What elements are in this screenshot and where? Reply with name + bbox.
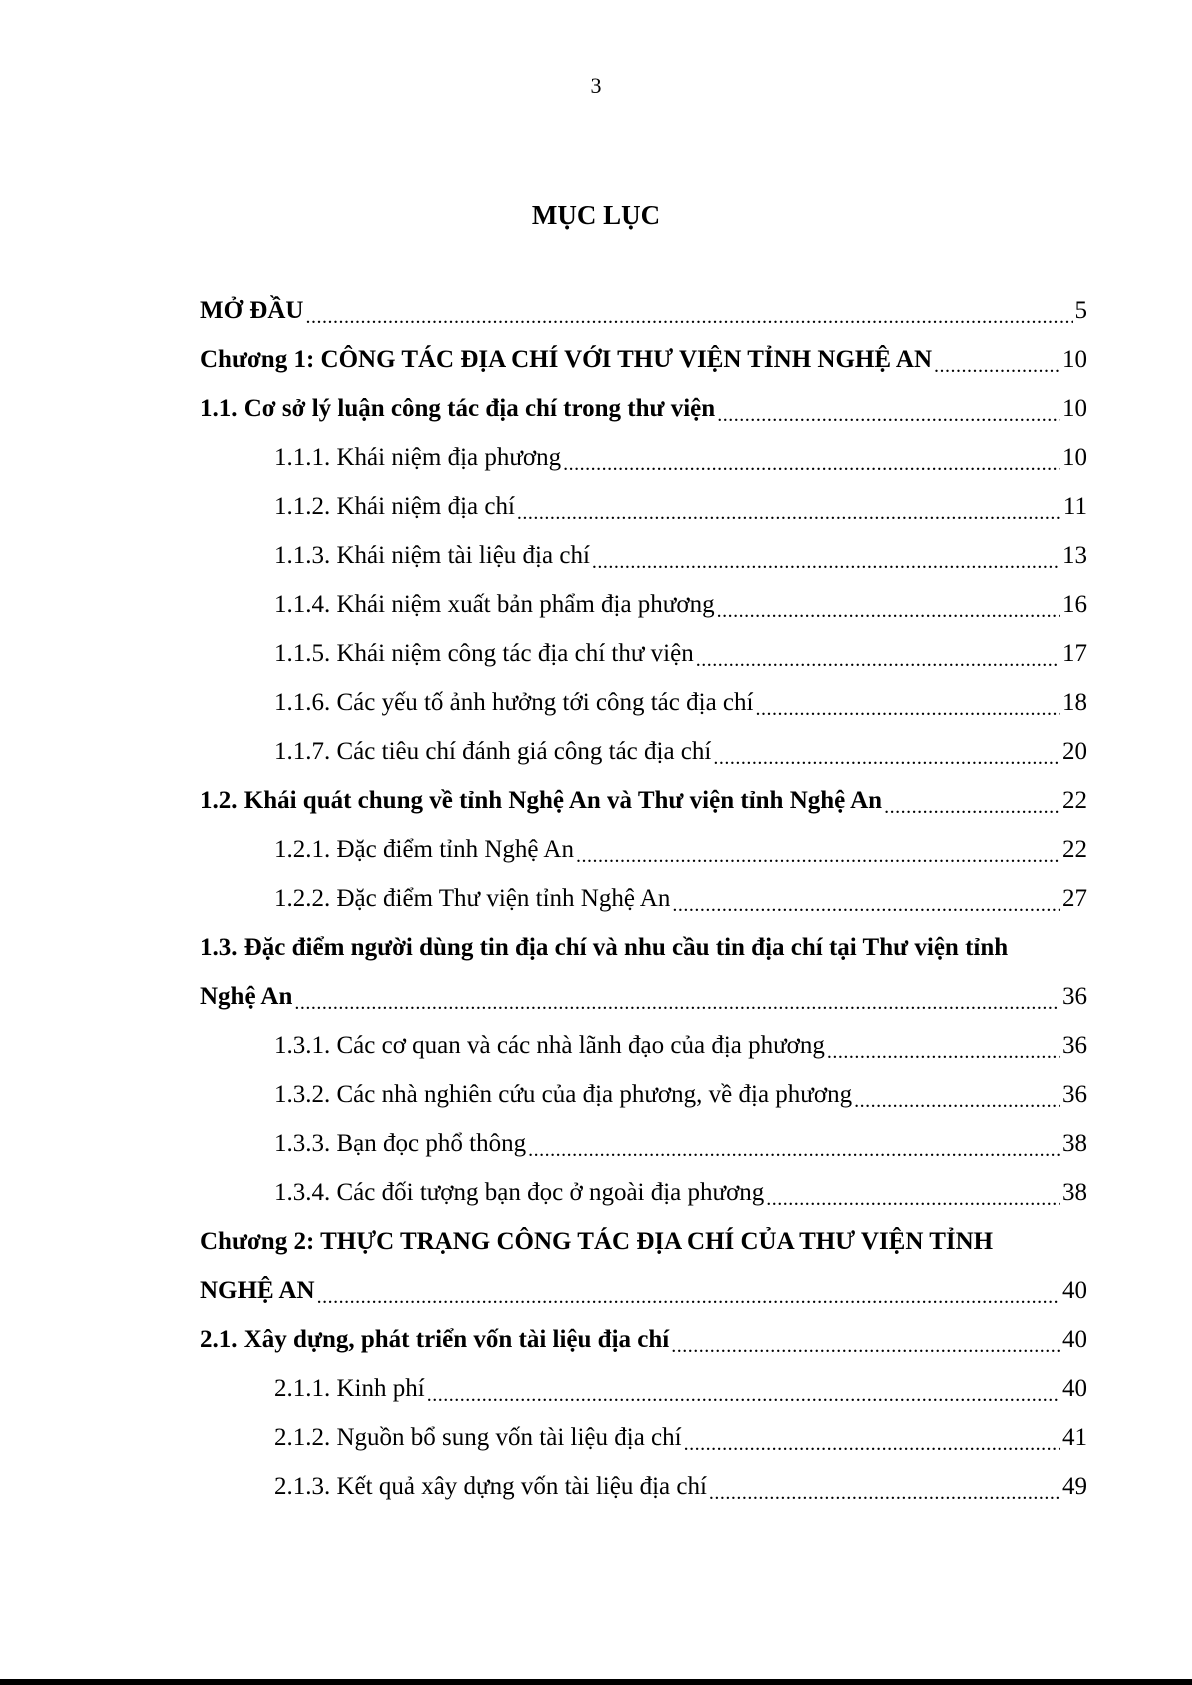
toc-entry-page-number: 5: [1074, 296, 1087, 324]
toc-entry-label: 1.1.7. Các tiêu chí đánh giá công tác địa chí: [274, 737, 712, 765]
toc-entry-page-number: 10: [1062, 394, 1087, 422]
page-number: 3: [590, 73, 602, 98]
toc-entry-label: 1.1.5. Khái niệm công tác địa chí thư viện: [274, 639, 694, 667]
toc-entry-label: MỞ ĐẦU: [200, 296, 304, 324]
toc-entry-page-number: 40: [1062, 1374, 1087, 1402]
toc-leader-dots: [709, 1475, 1060, 1510]
toc-entry-label: 2.1. Xây dựng, phát triển vốn tài liệu địa chí: [200, 1325, 670, 1353]
toc-subsection-entry[interactable]: [200, 678, 1087, 727]
toc-leader-dots: [671, 1328, 1060, 1363]
bottom-edge-rule: [0, 1679, 1192, 1685]
toc-entry-label: 1.2. Khái quát chung về tỉnh Nghệ An và Thư viện tỉnh Nghệ An: [200, 786, 883, 814]
toc-subsection-entry[interactable]: [200, 482, 1087, 531]
toc-entry-label: 1.3.1. Các cơ quan và các nhà lãnh đạo của địa phương: [274, 1031, 825, 1059]
toc-entry-page-number: 22: [1062, 786, 1087, 814]
toc-entry-page-number: 13: [1062, 541, 1087, 569]
toc-entry-label: 1.1.6. Các yếu tố ảnh hưởng tới công tác địa chí: [274, 688, 754, 716]
toc-entry-label: 2.1.2. Nguồn bổ sung vốn tài liệu địa chí: [274, 1423, 682, 1451]
toc-subsection-entry[interactable]: [200, 580, 1087, 629]
toc-subsection-entry[interactable]: [200, 1070, 1087, 1119]
toc-entry-label: Nghệ An: [200, 982, 293, 1010]
toc-subsection-entry[interactable]: [200, 727, 1087, 776]
toc-leader-dots: [717, 593, 1060, 628]
toc-section-entry[interactable]: [200, 1315, 1087, 1364]
toc-entry-label: 1.3.2. Các nhà nghiên cứu của địa phương, về địa phương: [274, 1080, 853, 1108]
table-of-contents: [200, 286, 1087, 1511]
toc-subsection-entry[interactable]: [200, 1119, 1087, 1168]
toc-section-entry[interactable]: [200, 384, 1087, 433]
toc-entry-page-number: 40: [1062, 1325, 1087, 1353]
toc-section-entry[interactable]: [200, 776, 1087, 825]
toc-entry-label: 1.2.1. Đặc điểm tỉnh Nghệ An: [274, 835, 574, 863]
toc-leader-dots: [854, 1083, 1060, 1118]
toc-leader-dots: [684, 1426, 1060, 1461]
toc-entry-label: 1.1. Cơ sở lý luận công tác địa chí trong thư viện: [200, 394, 716, 422]
page-title: MỤC LỤC: [531, 200, 661, 230]
toc-subsection-entry[interactable]: [200, 1364, 1087, 1413]
toc-leader-dots: [884, 789, 1060, 824]
toc-entry-page-number: 36: [1062, 982, 1087, 1010]
toc-section-entry[interactable]: [200, 286, 1087, 335]
toc-leader-dots: [528, 1132, 1060, 1167]
toc-entry-label: 1.3.3. Bạn đọc phổ thông: [274, 1129, 527, 1157]
toc-leader-dots: [317, 1279, 1060, 1314]
toc-section-entry[interactable]: [200, 923, 1087, 972]
toc-entry-page-number: 36: [1062, 1031, 1087, 1059]
toc-subsection-entry[interactable]: [200, 1413, 1087, 1462]
toc-leader-dots: [592, 544, 1060, 579]
toc-entry-page-number: 36: [1062, 1080, 1087, 1108]
toc-entry-page-number: 11: [1062, 492, 1087, 520]
toc-leader-dots: [294, 985, 1060, 1020]
toc-entry-label: Chương 1: CÔNG TÁC ĐỊA CHÍ VỚI THƯ VIỆN TỈNH NGHỆ AN: [200, 345, 933, 373]
toc-entry-page-number: 10: [1062, 443, 1087, 471]
toc-entry-page-number: 10: [1062, 345, 1087, 373]
toc-entry-page-number: 49: [1062, 1472, 1087, 1500]
toc-entry-label: NGHỆ AN: [200, 1276, 315, 1304]
toc-leader-dots: [305, 299, 1072, 334]
toc-subsection-entry[interactable]: [200, 629, 1087, 678]
toc-section-entry[interactable]: [200, 972, 1087, 1021]
toc-leader-dots: [517, 495, 1061, 530]
toc-entry-page-number: 40: [1062, 1276, 1087, 1304]
toc-section-entry[interactable]: [200, 1217, 1087, 1266]
toc-entry-page-number: 20: [1062, 737, 1087, 765]
toc-entry-page-number: 38: [1062, 1129, 1087, 1157]
toc-entry-page-number: 18: [1062, 688, 1087, 716]
toc-entry-label: 1.1.4. Khái niệm xuất bản phẩm địa phương: [274, 590, 715, 618]
toc-subsection-entry[interactable]: [200, 433, 1087, 482]
toc-entry-label: 1.1.1. Khái niệm địa phương: [274, 443, 562, 471]
toc-entry-page-number: 16: [1062, 590, 1087, 618]
toc-leader-dots: [934, 348, 1060, 383]
toc-entry-page-number: 38: [1062, 1178, 1087, 1206]
toc-leader-dots: [755, 691, 1060, 726]
toc-leader-dots: [696, 642, 1060, 677]
toc-leader-dots: [672, 887, 1060, 922]
toc-entry-label: 1.1.2. Khái niệm địa chí: [274, 492, 515, 520]
toc-entry-label: 2.1.1. Kinh phí: [274, 1374, 425, 1402]
toc-entry-page-number: 17: [1062, 639, 1087, 667]
toc-subsection-entry[interactable]: [200, 531, 1087, 580]
toc-subsection-entry[interactable]: [200, 874, 1087, 923]
toc-subsection-entry[interactable]: [200, 825, 1087, 874]
toc-leader-dots: [427, 1377, 1060, 1412]
toc-leader-dots: [827, 1034, 1060, 1069]
toc-leader-dots: [563, 446, 1060, 481]
toc-leader-dots: [717, 397, 1060, 432]
toc-entry-label: 2.1.3. Kết quả xây dựng vốn tài liệu địa chí: [274, 1472, 707, 1500]
toc-entry-label: Chương 2: THỰC TRẠNG CÔNG TÁC ĐỊA CHÍ CỦA THƯ VIỆN TỈNH: [200, 1227, 994, 1255]
toc-leader-dots: [713, 740, 1060, 775]
toc-leader-dots: [576, 838, 1060, 873]
toc-entry-page-number: 41: [1062, 1423, 1087, 1451]
toc-entry-label: 1.3. Đặc điểm người dùng tin địa chí và nhu cầu tin địa chí tại Thư viện tỉnh: [200, 933, 1009, 961]
toc-section-entry[interactable]: [200, 335, 1087, 384]
toc-entry-label: 1.1.3. Khái niệm tài liệu địa chí: [274, 541, 590, 569]
toc-subsection-entry[interactable]: [200, 1462, 1087, 1511]
toc-entry-page-number: 22: [1062, 835, 1087, 863]
toc-subsection-entry[interactable]: [200, 1021, 1087, 1070]
toc-leader-dots: [766, 1181, 1060, 1216]
toc-subsection-entry[interactable]: [200, 1168, 1087, 1217]
toc-entry-page-number: 27: [1062, 884, 1087, 912]
toc-section-entry[interactable]: [200, 1266, 1087, 1315]
toc-entry-label: 1.2.2. Đặc điểm Thư viện tỉnh Nghệ An: [274, 884, 671, 912]
toc-entry-label: 1.3.4. Các đối tượng bạn đọc ở ngoài địa phương: [274, 1178, 765, 1206]
